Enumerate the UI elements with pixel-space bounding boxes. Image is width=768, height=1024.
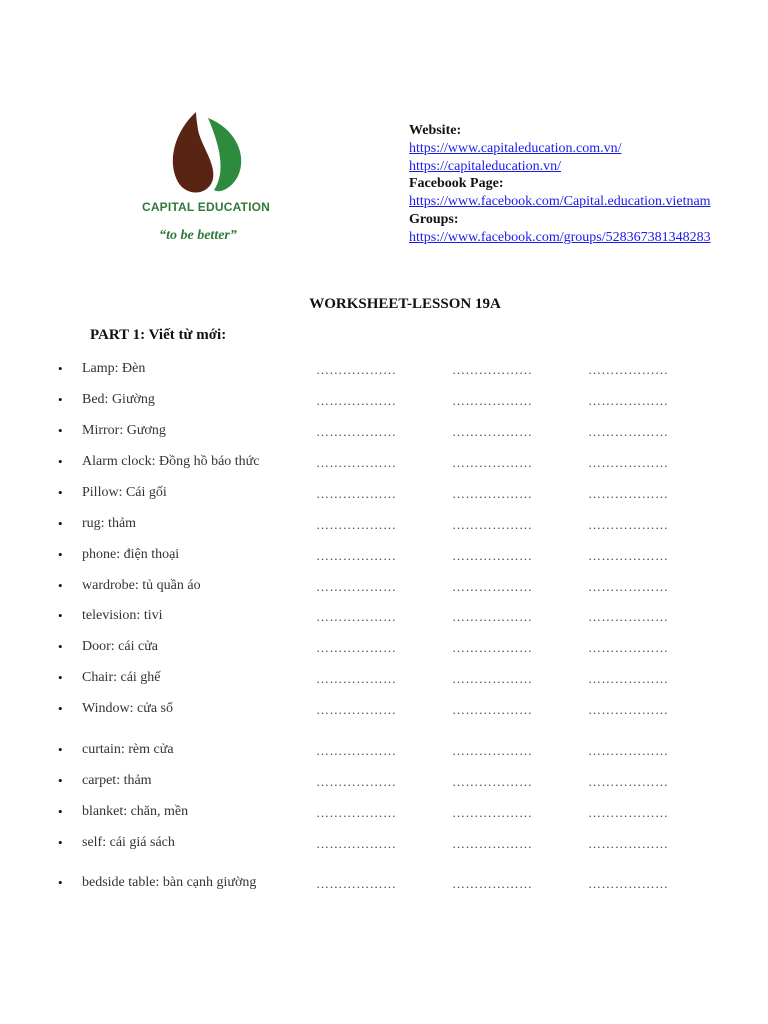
write-blank: ……………… [452,393,533,408]
vocab-row [0,835,768,855]
write-blank: ……………… [316,486,397,501]
leaf-logo-icon [168,108,246,200]
write-blank: ……………… [316,548,397,563]
vocab-term: Lamp: Đèn [82,361,146,376]
vocab-row [0,875,768,895]
write-blank: ……………… [452,805,533,820]
write-blank: ……………… [452,774,533,789]
vocab-row [0,701,768,721]
write-blank: ……………… [452,517,533,532]
bullet-icon: • [58,742,63,757]
bullet-icon: • [58,804,63,819]
vocab-row [0,516,768,536]
website-label: Website: [409,123,462,138]
bullet-icon: • [58,485,63,500]
write-blank: ……………… [452,548,533,563]
write-blank: ……………… [588,836,669,851]
vocab-term: Mirror: Gương [82,423,166,438]
vocab-row [0,804,768,824]
bullet-icon: • [58,608,63,623]
write-blank: ……………… [316,609,397,624]
vocab-row [0,454,768,474]
vocab-term: self: cái giá sách [82,835,175,850]
vocab-row [0,485,768,505]
write-blank: ……………… [452,836,533,851]
write-blank: ……………… [452,640,533,655]
facebook-label: Facebook Page: [409,176,504,192]
write-blank: ……………… [588,876,669,891]
groups-label: Groups: [409,211,459,227]
vocab-term: blanket: chăn, mền [82,804,189,819]
write-blank: ……………… [316,640,397,655]
write-blank: ……………… [316,393,397,408]
write-blank: ……………… [588,743,669,758]
write-blank: ……………… [588,393,669,408]
vocab-row [0,742,768,762]
vocab-term: curtain: rèm cửa [82,742,174,757]
write-blank: ……………… [316,876,397,891]
bullet-icon: • [58,875,63,890]
vocab-row [0,361,768,381]
write-blank: ……………… [316,517,397,532]
write-blank: ……………… [588,702,669,717]
write-blank: ……………… [588,640,669,655]
vocab-row [0,547,768,567]
bullet-icon: • [58,423,63,438]
write-blank: ……………… [316,579,397,594]
write-blank: ……………… [452,362,533,377]
bullet-icon: • [58,773,63,788]
write-blank: ……………… [588,671,669,686]
slogan: “to be better” [159,228,237,243]
write-blank: ……………… [588,455,669,470]
vocab-term: Bed: Giường [82,392,155,407]
facebook-link[interactable]: https://www.facebook.com/Capital.education.vietnam [409,194,711,210]
vocab-row [0,773,768,793]
write-blank: ……………… [452,424,533,439]
vocab-term: carpet: thảm [82,773,152,788]
bullet-icon: • [58,639,63,654]
bullet-icon: • [58,835,63,850]
write-blank: ……………… [452,455,533,470]
write-blank: ……………… [316,836,397,851]
bullet-icon: • [58,578,63,593]
vocab-term: Alarm clock: Đồng hồ báo thức [82,454,260,469]
groups-link[interactable]: https://www.facebook.com/groups/528367381348283 [409,229,711,245]
write-blank: ……………… [588,486,669,501]
write-blank: ……………… [588,609,669,624]
vocab-term: wardrobe: tủ quần áo [82,578,201,593]
write-blank: ……………… [316,743,397,758]
write-blank: ……………… [452,486,533,501]
vocab-row [0,670,768,690]
contact-block [409,122,711,247]
bullet-icon: • [58,392,63,407]
write-blank: ……………… [588,362,669,377]
vocab-row [0,578,768,598]
logo [136,108,276,218]
write-blank: ……………… [588,774,669,789]
bullet-icon: • [58,701,63,716]
write-blank: ……………… [452,609,533,624]
write-blank: ……………… [452,579,533,594]
vocab-row [0,392,768,412]
write-blank: ……………… [316,424,397,439]
worksheet-title: WORKSHEET-LESSON 19A [309,296,501,312]
vocab-term: bedside table: bàn cạnh giường [82,875,257,890]
vocab-term: Pillow: Cái gối [82,485,167,500]
write-blank: ……………… [316,362,397,377]
vocab-term: Chair: cái ghế [82,670,161,685]
write-blank: ……………… [588,517,669,532]
vocab-term: Door: cái cửa [82,639,158,654]
write-blank: ……………… [316,805,397,820]
write-blank: ……………… [452,743,533,758]
vocab-term: television: tivi [82,608,163,623]
write-blank: ……………… [316,774,397,789]
vocab-row [0,639,768,659]
bullet-icon: • [58,670,63,685]
bullet-icon: • [58,361,63,376]
write-blank: ……………… [316,702,397,717]
write-blank: ……………… [452,702,533,717]
write-blank: ……………… [452,671,533,686]
part-heading: PART 1: Viết từ mới: [90,327,227,343]
bullet-icon: • [58,516,63,531]
bullet-icon: • [58,454,63,469]
bullet-icon: • [58,547,63,562]
vocab-term: rug: thảm [82,516,137,531]
write-blank: ……………… [316,671,397,686]
write-blank: ……………… [588,579,669,594]
vocab-row [0,608,768,628]
website-link-1[interactable]: https://www.capitaleducation.com.vn/ [409,140,622,156]
write-blank: ……………… [588,805,669,820]
write-blank: ……………… [588,424,669,439]
brand-name: CAPITAL EDUCATION [141,200,271,214]
write-blank: ……………… [588,548,669,563]
website-link-2[interactable]: https://capitaleducation.vn/ [409,158,562,174]
write-blank: ……………… [316,455,397,470]
write-blank: ……………… [452,876,533,891]
vocab-term: Window: cửa sổ [82,701,174,716]
vocab-term: phone: điện thoại [82,547,180,562]
vocab-row [0,423,768,443]
